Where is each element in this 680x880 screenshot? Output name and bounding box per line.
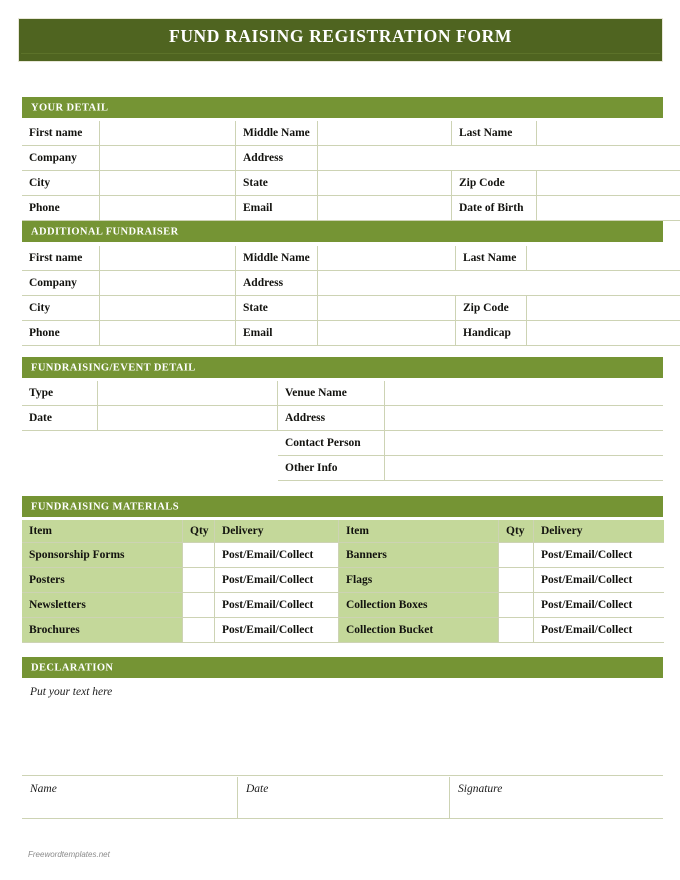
section-header-event-detail-label: FUNDRAISING/EVENT DETAIL xyxy=(31,362,196,373)
field-label-venue-address: Address xyxy=(278,406,385,431)
field-input-other-info[interactable] xyxy=(385,456,663,481)
field-label-date-of-birth: Date of Birth xyxy=(452,196,537,221)
table-row-item: Newsletters xyxy=(22,593,183,618)
table-row-item: Flags xyxy=(339,568,499,593)
field-input-event-type[interactable] xyxy=(98,381,278,406)
field-label-company: Company xyxy=(22,146,100,171)
table-row-delivery[interactable]: Post/Email/Collect xyxy=(534,543,664,568)
title-divider xyxy=(21,53,660,54)
table-row-item: Posters xyxy=(22,568,183,593)
field-input-company[interactable] xyxy=(100,146,236,171)
table-row-item: Collection Boxes xyxy=(339,593,499,618)
field-input-venue-name[interactable] xyxy=(385,381,663,406)
table-row-delivery[interactable]: Post/Email/Collect xyxy=(215,543,339,568)
field-label-event-type: Type xyxy=(22,381,98,406)
table-row-qty[interactable] xyxy=(183,568,215,593)
field-label-first-name: First name xyxy=(22,121,100,146)
field-input-last-name[interactable] xyxy=(537,121,680,146)
section-header-additional-fundraiser xyxy=(22,221,663,242)
field-input-af-company[interactable] xyxy=(100,271,236,296)
field-label-last-name: Last Name xyxy=(452,121,537,146)
field-input-af-city[interactable] xyxy=(100,296,236,321)
table-row-delivery[interactable]: Post/Email/Collect xyxy=(215,568,339,593)
column-header-delivery-left: Delivery xyxy=(215,520,339,543)
field-label-venue-name: Venue Name xyxy=(278,381,385,406)
field-label-city: City xyxy=(22,171,100,196)
field-label-af-zip-code: Zip Code xyxy=(456,296,527,321)
page-title: FUND RAISING REGISTRATION FORM xyxy=(169,26,512,46)
field-input-af-zip-code[interactable] xyxy=(527,296,680,321)
field-label-state: State xyxy=(236,171,318,196)
table-row-qty[interactable] xyxy=(499,618,534,643)
field-label-af-email: Email xyxy=(236,321,318,346)
column-header-item-left: Item xyxy=(22,520,183,543)
field-input-address[interactable] xyxy=(318,146,680,171)
table-row-item: Brochures xyxy=(22,618,183,643)
table-row-qty[interactable] xyxy=(499,568,534,593)
table-row-item: Sponsorship Forms xyxy=(22,543,183,568)
table-row-delivery[interactable]: Post/Email/Collect xyxy=(534,568,664,593)
field-label-email: Email xyxy=(236,196,318,221)
signature-field-name[interactable]: Name xyxy=(22,777,238,819)
field-label-af-state: State xyxy=(236,296,318,321)
signature-field-signature[interactable]: Signature xyxy=(450,777,663,819)
section-header-additional-fundraiser-label: ADDITIONAL FUNDRAISER xyxy=(31,226,179,237)
field-label-zip-code: Zip Code xyxy=(452,171,537,196)
field-label-event-date: Date xyxy=(22,406,98,431)
section-header-materials xyxy=(22,496,663,517)
field-input-email[interactable] xyxy=(318,196,452,221)
table-row-qty[interactable] xyxy=(183,618,215,643)
declaration-placeholder: Put your text here xyxy=(30,686,113,698)
section-header-declaration xyxy=(22,657,663,678)
column-header-item-right: Item xyxy=(339,520,499,543)
table-row-qty[interactable] xyxy=(183,543,215,568)
column-header-qty-left: Qty xyxy=(183,520,215,543)
field-input-af-state[interactable] xyxy=(318,296,456,321)
section-header-event-detail xyxy=(22,357,663,378)
form-title-bar xyxy=(18,18,663,62)
field-label-other-info: Other Info xyxy=(278,456,385,481)
table-row-item: Banners xyxy=(339,543,499,568)
section-header-your-detail-label: YOUR DETAIL xyxy=(31,102,109,113)
table-row-item: Collection Bucket xyxy=(339,618,499,643)
field-input-middle-name[interactable] xyxy=(318,121,452,146)
field-label-af-city: City xyxy=(22,296,100,321)
field-input-date-of-birth[interactable] xyxy=(537,196,680,221)
column-header-qty-right: Qty xyxy=(499,520,534,543)
table-row-delivery[interactable]: Post/Email/Collect xyxy=(215,593,339,618)
field-input-contact-person[interactable] xyxy=(385,431,663,456)
table-row-delivery[interactable]: Post/Email/Collect xyxy=(534,618,664,643)
table-row-qty[interactable] xyxy=(499,593,534,618)
table-row-delivery[interactable]: Post/Email/Collect xyxy=(534,593,664,618)
field-input-af-phone[interactable] xyxy=(100,321,236,346)
field-input-af-email[interactable] xyxy=(318,321,456,346)
field-label-middle-name: Middle Name xyxy=(236,121,318,146)
signature-field-date[interactable]: Date xyxy=(238,777,450,819)
section-header-your-detail xyxy=(22,97,663,118)
field-label-af-address: Address xyxy=(236,271,318,296)
field-label-contact-person: Contact Person xyxy=(278,431,385,456)
table-row-qty[interactable] xyxy=(499,543,534,568)
field-input-zip-code[interactable] xyxy=(537,171,680,196)
table-row-qty[interactable] xyxy=(183,593,215,618)
field-label-af-middle-name: Middle Name xyxy=(236,246,318,271)
field-input-af-first-name[interactable] xyxy=(100,246,236,271)
field-input-state[interactable] xyxy=(318,171,452,196)
field-input-af-handicap[interactable] xyxy=(527,321,680,346)
field-label-address: Address xyxy=(236,146,318,171)
field-label-af-last-name: Last Name xyxy=(456,246,527,271)
footer-watermark: Freewordtemplates.net xyxy=(28,850,110,859)
field-label-af-company: Company xyxy=(22,271,100,296)
table-row-delivery[interactable]: Post/Email/Collect xyxy=(215,618,339,643)
section-header-declaration-label: DECLARATION xyxy=(31,662,114,673)
field-label-phone: Phone xyxy=(22,196,100,221)
field-label-af-handicap: Handicap xyxy=(456,321,527,346)
field-input-af-last-name[interactable] xyxy=(527,246,680,271)
declaration-textarea[interactable] xyxy=(22,680,663,776)
field-label-af-first-name: First name xyxy=(22,246,100,271)
field-label-af-phone: Phone xyxy=(22,321,100,346)
field-input-af-address[interactable] xyxy=(318,271,680,296)
field-input-venue-address[interactable] xyxy=(385,406,663,431)
field-input-af-middle-name[interactable] xyxy=(318,246,456,271)
field-input-event-date[interactable] xyxy=(98,406,278,431)
column-header-delivery-right: Delivery xyxy=(534,520,664,543)
field-input-city[interactable] xyxy=(100,171,236,196)
field-input-first-name[interactable] xyxy=(100,121,236,146)
field-input-phone[interactable] xyxy=(100,196,236,221)
section-header-materials-label: FUNDRAISING MATERIALS xyxy=(31,501,179,512)
